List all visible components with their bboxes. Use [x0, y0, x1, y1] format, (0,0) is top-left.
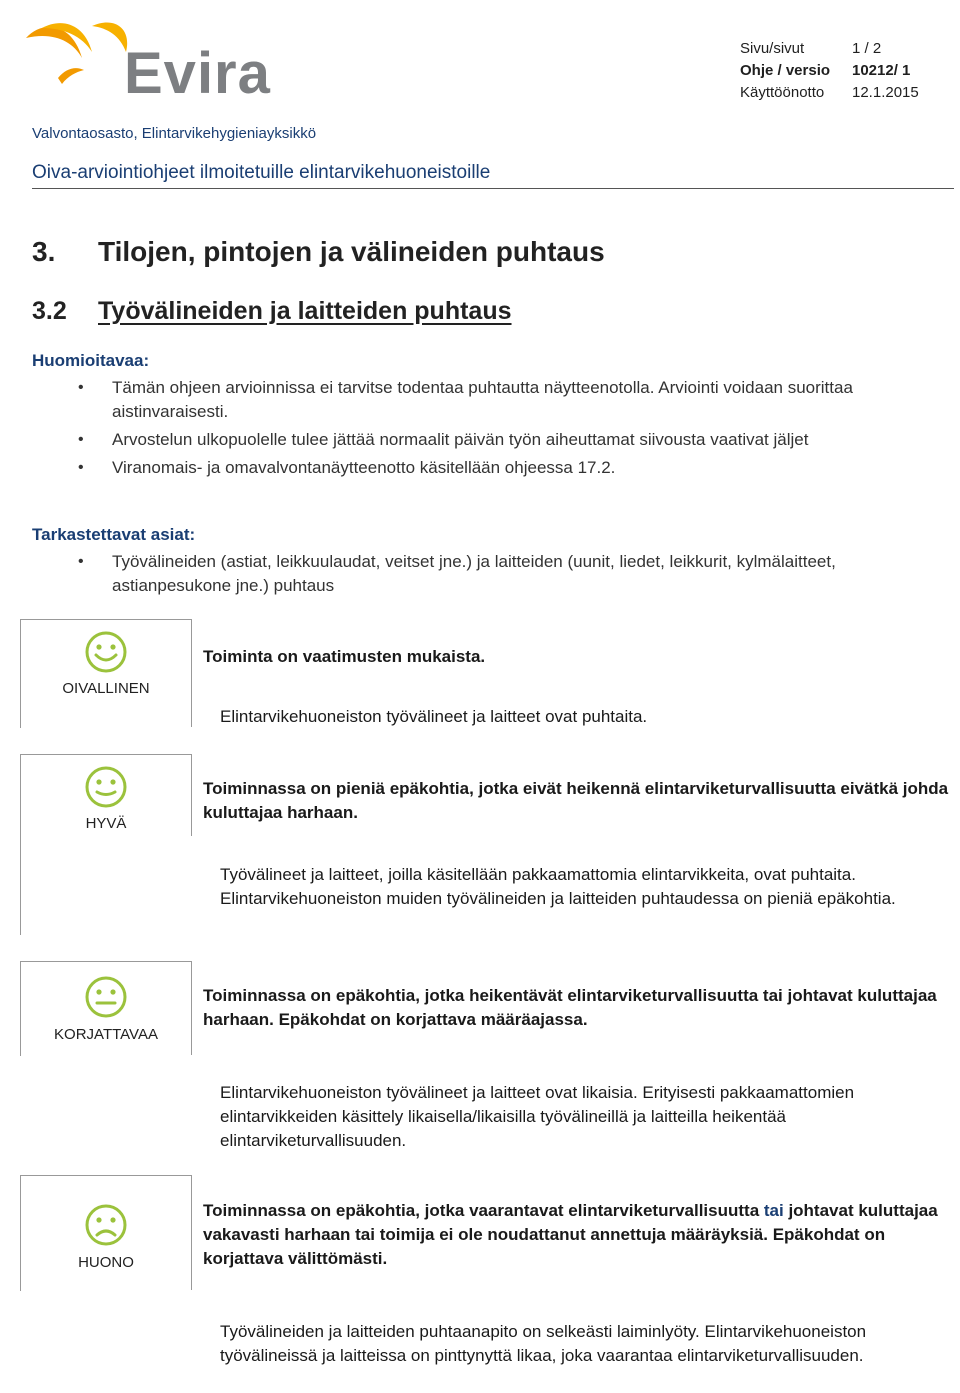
smiley-sad-icon	[84, 1203, 128, 1247]
rating-label: KORJATTAVAA	[54, 1026, 158, 1043]
meta-value: 1 / 2	[852, 40, 882, 57]
smiley-neutral-icon	[84, 975, 128, 1019]
organization: Valvontaosasto, Elintarvikehygieniayksikkö	[32, 125, 317, 142]
header-divider	[32, 188, 954, 189]
rating-label: OIVALLINEN	[62, 680, 150, 697]
section-heading	[32, 236, 605, 268]
list-item: • Arvostelun ulkopuolelle tulee jättää normaalit päivän työn aiheuttamat siivousta vaativat jäljet	[78, 428, 938, 452]
rating-description: Työvälineiden ja laitteiden puhtaanapito on selkeästi laiminlyöty. Elintarvikehuoneiston työvälineissä ja laitteissa on pinttynyttä likaa, joka vaarantaa elintarviketurvallisuuden.	[220, 1322, 867, 1365]
smiley-happy-icon	[84, 630, 128, 674]
rating-box-poor	[20, 1175, 191, 1291]
rating-summary-part: johtavat kuluttajaa vakavasti harhaan tai toimija ei ole noudattanut annettuja määräyksiä. Epäkohdat on korjattava välittömästi.	[203, 1201, 938, 1268]
subsection-title: Työvälineiden ja laitteiden puhtaus	[98, 297, 512, 325]
subsection-number: 3.2	[32, 297, 67, 325]
meta-row-version	[740, 60, 919, 82]
rating-summary	[203, 1199, 958, 1271]
rating-label: HUONO	[78, 1254, 134, 1271]
section-title: Tilojen, pintojen ja välineiden puhtaus	[98, 236, 605, 267]
rating-summary: Toiminta on vaatimusten mukaista.	[203, 647, 486, 666]
document-subtitle: Oiva-arviointiohjeet ilmoitetuille elintarvikehuoneistoille	[32, 162, 491, 183]
inspect-heading: Tarkastettavat asiat:	[32, 525, 196, 544]
meta-value: 10212/ 1	[852, 62, 911, 79]
rating-description: Työvälineet ja laitteet, joilla käsitellään pakkaamattomia elintarvikkeita, ovat puhtaita. Elintarvikehuoneiston muiden työvälineiden ja laitteiden puhtaudessa on pieniä epäkohtia.	[220, 865, 896, 908]
rating-summary-part: Toiminnassa on epäkohtia, jotka vaarantavat elintarviketurvallisuutta	[203, 1201, 764, 1220]
subsection-heading	[32, 297, 512, 326]
evira-logo-text: Evira	[124, 41, 271, 106]
list-item: • Työvälineiden (astiat, leikkuulaudat, veitset jne.) ja laitteiden (uunit, liedet, leikkurit, kylmälaitteet, astianpesukone jne.) puhtaus	[78, 550, 938, 598]
rating-summary-highlight: tai	[763, 1201, 784, 1220]
list-item: • Viranomais- ja omavalvontanäytteenotto käsitellään ohjeessa 17.2.	[78, 456, 938, 480]
document-meta	[740, 38, 919, 104]
rating-box-excellent	[20, 619, 191, 728]
meta-row-pages	[740, 38, 919, 60]
rating-description: Elintarvikehuoneiston työvälineet ja laitteet ovat puhtaita.	[220, 707, 648, 726]
meta-value: 12.1.2015	[852, 84, 919, 101]
smiley-slight-icon	[84, 765, 128, 809]
rating-label: HYVÄ	[85, 815, 127, 832]
meta-label: Sivu/sivut	[740, 40, 805, 57]
section-number: 3.	[32, 236, 56, 267]
rating-box-needs-correction	[20, 961, 191, 1056]
meta-label: Ohje / versio	[740, 62, 831, 79]
notes-list	[78, 376, 938, 484]
rating-summary: Toiminnassa on epäkohtia, jotka heikentävät elintarviketurvallisuutta tai johtavat kuluttajaa harhaan. Epäkohdat on korjattava määräajassa.	[203, 986, 937, 1029]
rating-box-good	[20, 754, 191, 935]
inspect-list	[78, 550, 938, 602]
notes-heading: Huomioitavaa:	[32, 351, 150, 370]
evira-logo	[22, 18, 272, 106]
rating-summary: Toiminnassa on pieniä epäkohtia, jotka eivät heikennä elintarviketurvallisuutta eivätkä johda kuluttajaa harhaan.	[203, 779, 949, 822]
meta-row-date	[740, 82, 919, 104]
rating-description: Elintarvikehuoneiston työvälineet ja laitteet ovat likaisia. Erityisesti pakkaamattomien elintarvikkeiden käsittely likaisella/likaisilla työvälineillä ja laitteilla heikentää elintarviketurvallisuuden.	[220, 1083, 855, 1150]
meta-label: Käyttöönotto	[740, 84, 825, 101]
list-item: • Tämän ohjeen arvioinnissa ei tarvitse todentaa puhtautta näytteenotolla. Arviointi voidaan suorittaa aistinvaraisesti.	[78, 376, 938, 424]
